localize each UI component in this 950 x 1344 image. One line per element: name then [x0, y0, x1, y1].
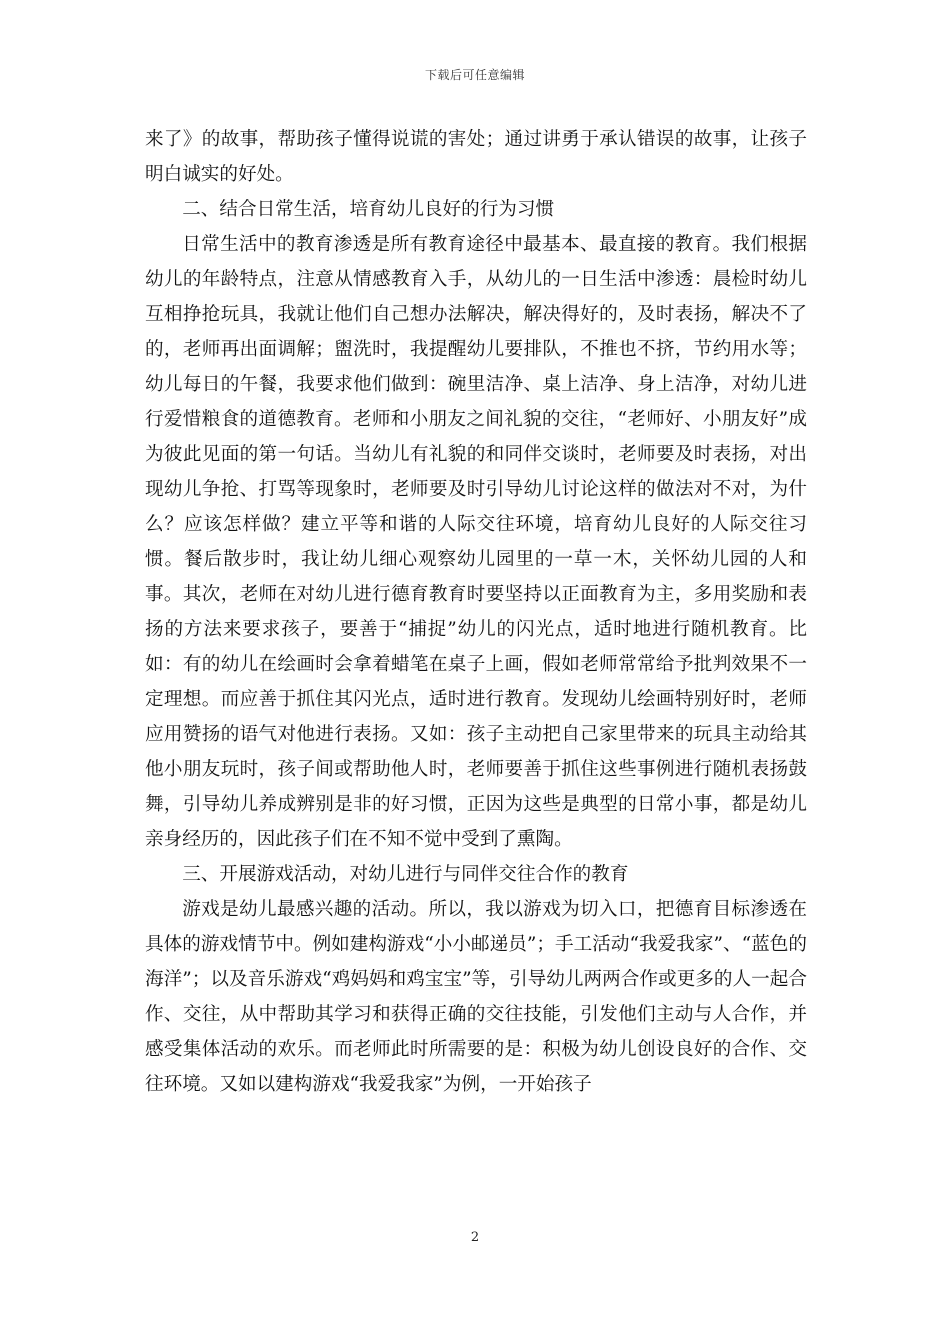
section-heading-2: 二、结合日常生活，培育幼儿良好的行为习惯	[182, 199, 555, 220]
paragraph-daily-life: 日常生活中的教育渗透是所有教育途径中最基本、最直接的教育。我们根据幼儿的年龄特点，注意从情感教育入手，从幼儿的一日生活中渗透：晨检时幼儿互相挣抢玩具，我就让他们自己想办法解决，解决得好的，及时表扬，解决不了的，老师再出面调解；盥洗时，我提醒幼儿要排队，不推也不挤，节约用水等；幼儿每日的午餐，我要求他们做到：碗里洁净、桌上洁净、身上洁净，对幼儿进行爱惜粮食的道德教育。老师和小朋友之间礼貌的交往，“老师好、小朋友好”成为彼此见面的第一句话。当幼儿有礼貌的和同伴交谈时，老师要及时表扬，对出现幼儿争抢、打骂等现象时，老师要及时引导幼儿讨论这样的做法对不对，为什么？应该怎样做？建立平等和谐的人际交往环境，培育幼儿良好的人际交往习惯。餐后散步时，我让幼儿细心观察幼儿园里的一草一木，关怀幼儿园的人和事。其次，老师在对幼儿进行德育教育时要坚持以正面教育为主，多用奖励和表扬的方法来要求孩子，要善于“捕捉”幼儿的闪光点，适时地进行随机教育。比如：有的幼儿在绘画时会拿着蜡笔在桌子上画，假如老师常常给予批判效果不一定理想。而应善于抓住其闪光点，适时进行教育。发现幼儿绘画特别好时，老师应用赞扬的语气对他进行表扬。又如：孩子主动把自己家里带来的玩具主动给其他小朋友玩时，孩子间或帮助他人时，老师要善于抓住这些事例进行随机表扬鼓舞，引导幼儿养成辨别是非的好习惯，正因为这些是典型的日常小事，都是幼儿亲身经历的，因此孩子们在不知不觉中受到了熏陶。	[145, 234, 807, 850]
paragraph-continuation: 来了》的故事，帮助孩子懂得说谎的害处；通过讲勇于承认错误的故事，让孩子明白诚实的好处。	[145, 129, 807, 185]
page-header: 下载后可任意编辑	[424, 68, 525, 82]
section-heading-3: 三、开展游戏活动，对幼儿进行与同伴交往合作的教育	[182, 864, 629, 885]
body-text	[145, 122, 807, 1102]
paragraph-games: 游戏是幼儿最感兴趣的活动。所以，我以游戏为切入口，把德育目标渗透在具体的游戏情节中。例如建构游戏“小小邮递员”；手工活动“我爱我家”、“蓝色的海洋”；以及音乐游戏“鸡妈妈和鸡宝宝”等，引导幼儿两两合作或更多的人一起合作、交往，从中帮助其学习和获得正确的交往技能，引发他们主动与人合作，并感受集体活动的欢乐。而老师此时所需要的是：积极为幼儿创设良好的合作、交往环境。又如以建构游戏“我爱我家”为例，一开始孩子	[145, 899, 807, 1095]
page-number: 2	[470, 1230, 480, 1245]
